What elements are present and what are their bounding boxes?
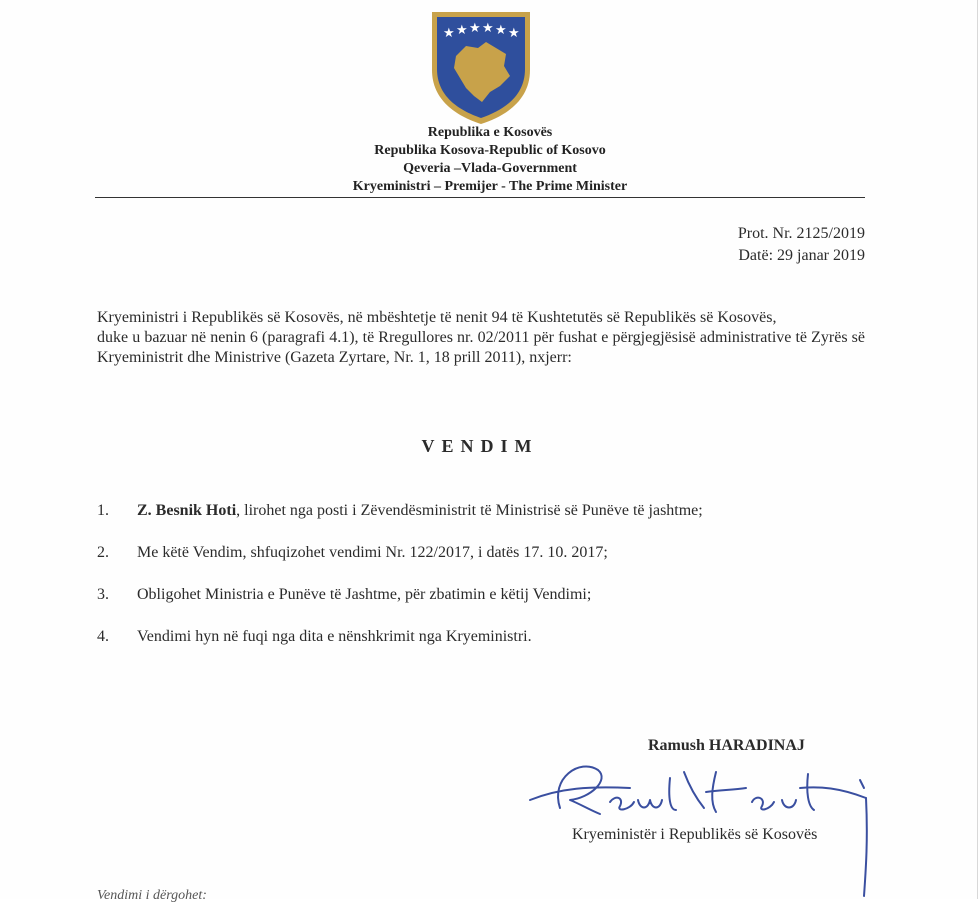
item-text: Me këtë Vendim, shfuqizohet vendimi Nr. 122/2017, i datës 17. 10. 2017;: [137, 544, 608, 561]
svg-text:★: ★: [469, 21, 481, 36]
header-line-1: Republika e Kosovës: [427, 125, 553, 140]
item-text: Obligohet Ministria e Punëve të Jashtme, për zbatimin e këtij Vendimi;: [137, 586, 592, 603]
svg-text:★: ★: [443, 26, 455, 41]
svg-text:★: ★: [456, 23, 468, 38]
decision-item: [97, 542, 867, 584]
decision-items: [97, 500, 867, 668]
decision-item: [97, 584, 867, 626]
svg-text:★: ★: [495, 23, 507, 38]
header-line-3: Qeveria –Vlada-Government: [403, 161, 577, 176]
item-text-rest: , lirohet nga posti i Zëvendësministrit të Ministrisë së Punëve të jashtme;: [236, 502, 703, 519]
recipients-note: Vendimi i dërgohet:: [97, 888, 207, 903]
item-bold-name: Z. Besnik Hoti: [137, 502, 237, 519]
preamble: [97, 308, 865, 368]
preamble-paragraph-1: Kryeministri i Republikës së Kosovës, në mbështetje të nenit 94 të Kushtetutës së Republikës së Kosovës,: [97, 309, 777, 326]
svg-text:★: ★: [508, 26, 520, 41]
item-text: Vendimi hyn në fuqi nga dita e nënshkrimit nga Kryeministri.: [137, 628, 532, 645]
item-number: 4.: [97, 628, 109, 645]
header-line-2: Republika Kosova-Republic of Kosovo: [374, 143, 606, 158]
decision-item: [97, 626, 867, 668]
item-number: 1.: [97, 502, 109, 519]
item-number: 3.: [97, 586, 109, 603]
signatory-title: Kryeministër i Republikës së Kosovës: [572, 826, 818, 843]
item-text: [137, 500, 703, 522]
protocol-number: Prot. Nr. 2125/2019: [737, 225, 865, 242]
header-line-4: Kryeministri – Premijer - The Prime Minister: [352, 179, 628, 194]
header-divider: [95, 197, 865, 198]
document-date: Datë: 29 janar 2019: [738, 247, 865, 264]
letterhead: [0, 124, 980, 196]
item-number: 2.: [97, 544, 109, 561]
signatory-name: Ramush HARADINAJ: [648, 737, 805, 754]
preamble-paragraph-2: duke u bazuar në nenin 6 (paragrafi 4.1), të Rregullores nr. 02/2011 për fushat e përgjegjësisë administrative të Zyrës së Kryeministrit dhe Ministrive (Gazeta Zyrtare, Nr. 1, 18 prill 2011), nxjerr:: [97, 329, 865, 366]
reference-block: [738, 223, 865, 267]
svg-text:★: ★: [482, 21, 494, 36]
kosovo-emblem: [426, 8, 536, 126]
decision-item: [97, 500, 867, 542]
decision-title: VENDIM: [421, 436, 539, 456]
